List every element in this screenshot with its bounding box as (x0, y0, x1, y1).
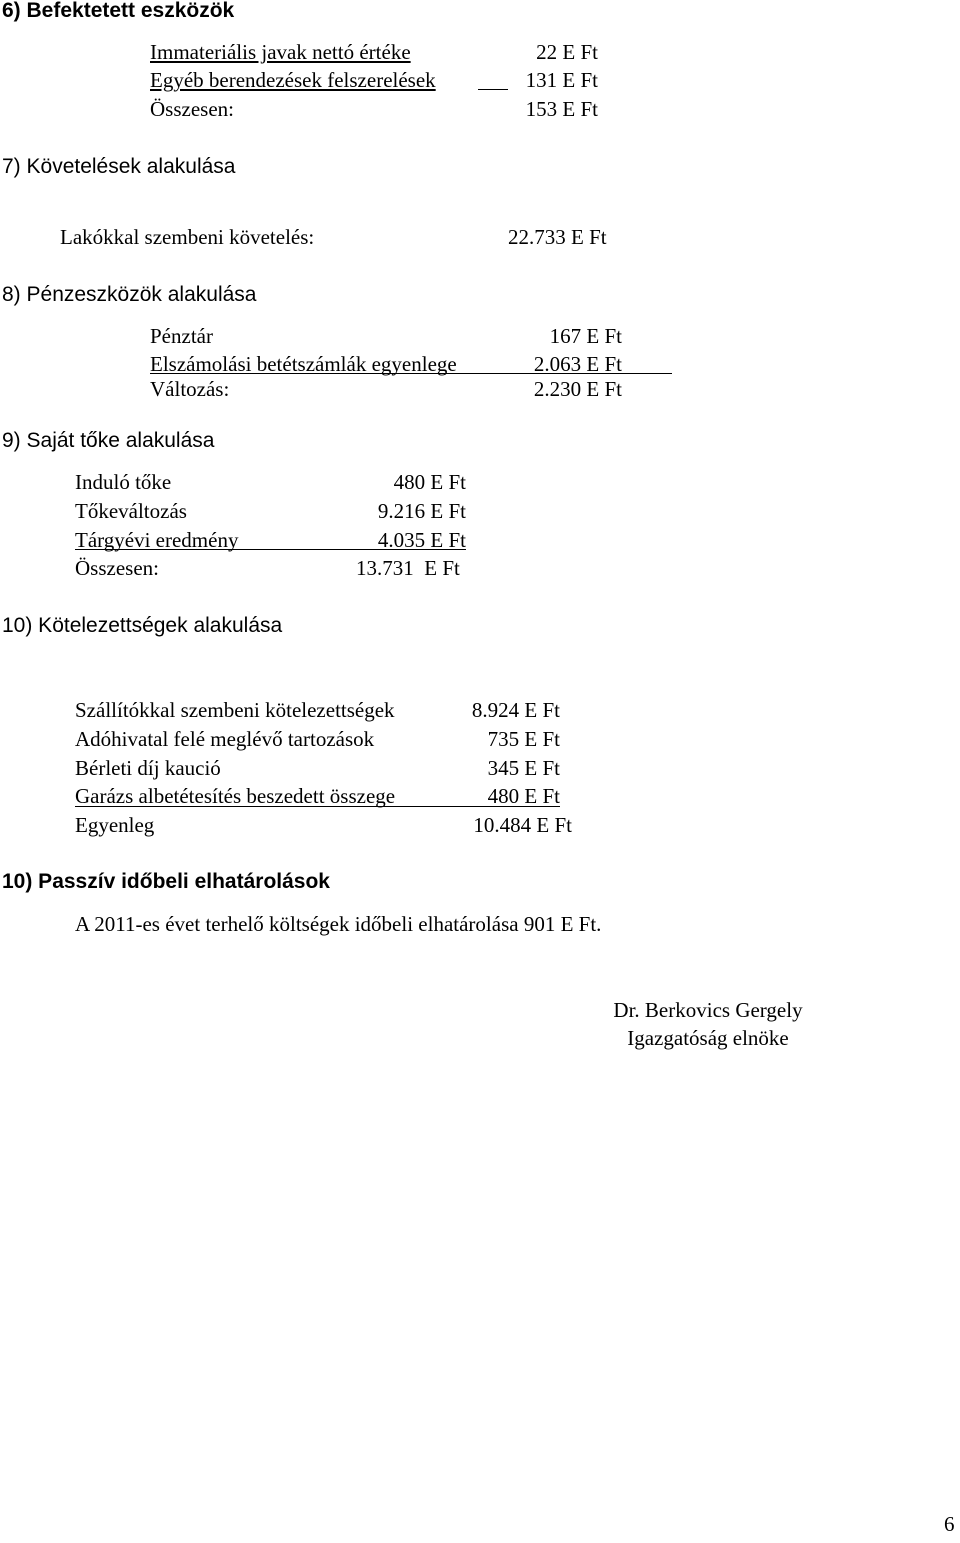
s9-row-3-label: Tárgyévi eredmény (75, 528, 239, 552)
s10-row-2-label: Adóhivatal felé meglévő tartozások (75, 727, 375, 751)
s9-row-3-value: 4.035 E Ft (377, 528, 466, 552)
s9-row-2-value: 9.216 E Ft (377, 499, 466, 523)
s8-row-2-underline (150, 373, 672, 374)
s10-row-5-value: 10.484 E Ft (473, 813, 572, 837)
s10-row-5-label: Egyenleg (75, 813, 155, 837)
s10-row-2-value: 735 E Ft (487, 727, 560, 751)
s10-row-4-value: 480 E Ft (487, 784, 560, 808)
s8-row-2-value: 2.063 E Ft (533, 352, 622, 376)
s10-row-4-underline (75, 806, 560, 807)
section-10-heading: 10) Kötelezettségek alakulása (2, 614, 283, 637)
section-8-heading: 8) Pénzeszközök alakulása (2, 283, 257, 306)
s7-row-1-value: 22.733 E Ft (508, 225, 607, 249)
s8-row-3-label: Változás: (150, 377, 230, 401)
s7-row-1-label: Lakókkal szembeni követelés: (60, 225, 315, 249)
signature-name: Dr. Berkovics Gergely (613, 998, 803, 1022)
s10-row-3-value: 345 E Ft (487, 756, 560, 780)
s9-row-2-label: Tőkeváltozás (75, 499, 187, 523)
s10-row-4-label: Garázs albetétesítés beszedett összege (75, 784, 396, 808)
s11-text: A 2011-es évet terhelő költségek időbeli elhatárolása 901 E Ft. (75, 912, 602, 936)
signature-title: Igazgatóság elnöke (627, 1026, 789, 1050)
s10-row-1-value: 8.924 E Ft (471, 698, 560, 722)
s6-row-1-value: 22 E Ft (536, 40, 598, 64)
page-number: 6 (944, 1512, 955, 1536)
s8-row-2-label: Elszámolási betétszámlák egyenlege (150, 352, 457, 376)
s6-row-2-value: 131 E Ft (525, 68, 598, 92)
s6-row-2-label: Egyéb berendezések felszerelések (150, 68, 436, 92)
s8-row-1-label: Pénztár (150, 324, 213, 348)
s6-row-1-label: Immateriális javak nettó értéke (150, 40, 411, 64)
s6-row-3-label: Összesen: (150, 97, 234, 121)
s10-row-1-label: Szállítókkal szembeni kötelezettségek (75, 698, 395, 722)
s9-row-4-value: 13.731 E Ft (356, 556, 460, 580)
s9-row-4-label: Összesen: (75, 556, 159, 580)
s8-row-1-value: 167 E Ft (549, 324, 622, 348)
s9-row-1-label: Induló tőke (75, 470, 172, 494)
s6-row-3-value: 153 E Ft (525, 97, 598, 121)
s10-row-3-label: Bérleti díj kaució (75, 756, 221, 780)
section-6-heading: 6) Befektetett eszközök (2, 0, 235, 22)
s8-row-3-value: 2.230 E Ft (533, 377, 622, 401)
section-11-heading: 10) Passzív időbeli elhatárolások (2, 870, 330, 893)
s9-row-1-value: 480 E Ft (393, 470, 466, 494)
s9-row-3-underline (75, 549, 466, 550)
section-7-heading: 7) Követelések alakulása (2, 155, 236, 178)
section-9-heading: 9) Saját tőke alakulása (2, 429, 215, 452)
